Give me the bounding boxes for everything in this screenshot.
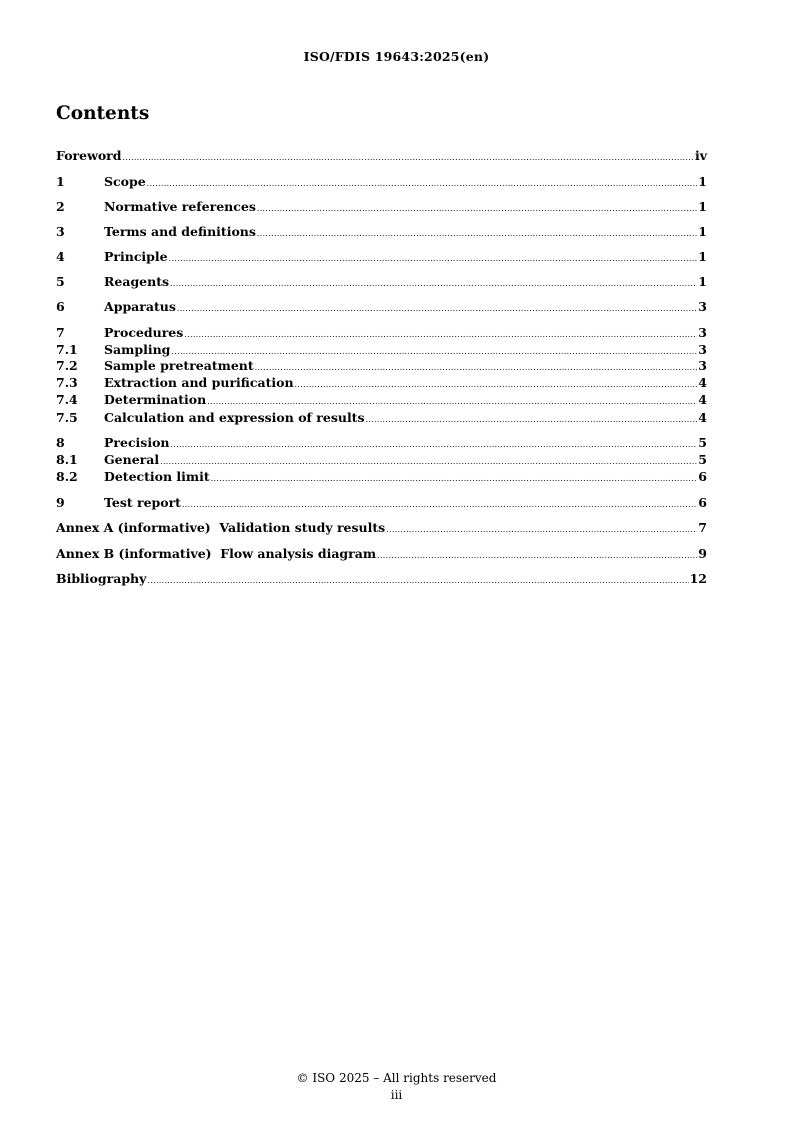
toc-leader-dots xyxy=(182,496,697,514)
toc-leader-dots xyxy=(170,275,697,293)
toc-entry-number: 3 xyxy=(56,224,65,239)
toc-entry-general[interactable] xyxy=(56,451,707,469)
toc-leader-dots xyxy=(147,175,698,193)
toc-entry-precision[interactable] xyxy=(56,434,707,452)
toc-entry-title: Calculation and expression of results xyxy=(104,410,365,425)
toc-entry-title: Procedures xyxy=(104,325,184,340)
toc-entry-page: 1 xyxy=(698,274,707,289)
toc-entry-principle[interactable] xyxy=(56,248,707,266)
toc-entry-number: 7.5 xyxy=(56,410,78,425)
toc-entry-title: Reagents xyxy=(104,274,170,289)
document-header: ISO/FDIS 19643:2025(en) xyxy=(303,49,490,64)
toc-leader-dots xyxy=(386,521,697,539)
toc-entry-title: Principle xyxy=(104,249,168,264)
toc-entry-annex-a[interactable] xyxy=(56,519,707,537)
copyright-notice: © ISO 2025 – All rights reserved xyxy=(296,1071,497,1085)
toc-entry-reagents[interactable] xyxy=(56,273,707,291)
toc-entry-title: Test report xyxy=(104,495,181,510)
toc-leader-dots xyxy=(211,470,698,488)
toc-entry-number: 8.2 xyxy=(56,469,78,484)
toc-entry-normative-references[interactable] xyxy=(56,198,707,216)
toc-entry-page: 6 xyxy=(698,469,707,484)
toc-entry-page: 7 xyxy=(698,520,707,535)
toc-entry-number: 7.4 xyxy=(56,392,78,407)
toc-entry-title: Extraction and purification xyxy=(104,375,294,390)
toc-entry-page: 12 xyxy=(689,571,707,586)
toc-entry-title: Bibliography xyxy=(56,571,147,586)
toc-entry-page: 1 xyxy=(698,199,707,214)
toc-entry-terms-and-definitions[interactable] xyxy=(56,223,707,241)
toc-entry-title: Annex B (informative) Flow analysis diagram xyxy=(56,546,377,561)
toc-entry-page: 3 xyxy=(698,299,707,314)
contents-heading: Contents xyxy=(56,103,150,124)
toc-entry-number: 8 xyxy=(56,435,65,450)
toc-entry-title: Foreword xyxy=(56,148,122,163)
toc-entry-page: iv xyxy=(694,148,707,163)
toc-entry-annex-b[interactable] xyxy=(56,545,707,563)
toc-leader-dots xyxy=(366,411,698,429)
toc-entry-number: 7 xyxy=(56,325,65,340)
toc-leader-dots xyxy=(257,200,697,218)
toc-entry-determination[interactable] xyxy=(56,391,707,409)
toc-entry-number: 6 xyxy=(56,299,65,314)
toc-entry-page: 9 xyxy=(698,546,707,561)
toc-entry-foreword[interactable] xyxy=(56,147,707,165)
toc-leader-dots xyxy=(123,149,694,167)
toc-entry-number: 8.1 xyxy=(56,452,78,467)
toc-entry-title: Detection limit xyxy=(104,469,210,484)
toc-entry-test-report[interactable] xyxy=(56,494,707,512)
toc-entry-extraction-and-purification[interactable] xyxy=(56,374,707,392)
toc-entry-number: 2 xyxy=(56,199,65,214)
toc-entry-number: 5 xyxy=(56,274,65,289)
toc-entry-calculation-and-expression-of-results[interactable] xyxy=(56,409,707,427)
toc-entry-page: 5 xyxy=(698,435,707,450)
toc-entry-page: 1 xyxy=(698,174,707,189)
toc-entry-page: 1 xyxy=(698,224,707,239)
toc-entry-page: 3 xyxy=(698,342,707,357)
page-number: iii xyxy=(390,1088,403,1102)
toc-entry-detection-limit[interactable] xyxy=(56,468,707,486)
toc-entry-page: 4 xyxy=(698,375,707,390)
toc-entry-page: 5 xyxy=(698,452,707,467)
toc-entry-title: General xyxy=(104,452,160,467)
toc-entry-page: 3 xyxy=(698,358,707,373)
toc-entry-page: 4 xyxy=(698,410,707,425)
toc-entry-title: Sample pretreatment xyxy=(104,358,254,373)
toc-leader-dots xyxy=(177,300,697,318)
toc-entry-title: Normative references xyxy=(104,199,256,214)
toc-entry-sample-pretreatment[interactable] xyxy=(56,357,707,375)
toc-entry-number: 7.3 xyxy=(56,375,78,390)
toc-entry-page: 6 xyxy=(698,495,707,510)
toc-entry-number: 1 xyxy=(56,174,65,189)
toc-entry-number: 9 xyxy=(56,495,65,510)
toc-entry-page: 3 xyxy=(698,325,707,340)
toc-entry-title: Determination xyxy=(104,392,207,407)
toc-leader-dots xyxy=(147,572,688,590)
toc-entry-scope[interactable] xyxy=(56,173,707,191)
toc-entry-number: 7.1 xyxy=(56,342,78,357)
toc-entry-number: 4 xyxy=(56,249,65,264)
toc-entry-title: Scope xyxy=(104,174,146,189)
toc-entry-title: Terms and definitions xyxy=(104,224,256,239)
toc-entry-title: Annex A (informative) Validation study results xyxy=(56,520,386,535)
toc-entry-title: Apparatus xyxy=(104,299,176,314)
toc-entry-number: 7.2 xyxy=(56,358,78,373)
toc-entry-apparatus[interactable] xyxy=(56,298,707,316)
toc-entry-page: 1 xyxy=(698,249,707,264)
toc-entry-title: Precision xyxy=(104,435,170,450)
toc-leader-dots xyxy=(377,547,697,565)
toc-entry-title: Sampling xyxy=(104,342,171,357)
toc-entry-page: 4 xyxy=(698,392,707,407)
toc-leader-dots xyxy=(257,225,697,243)
toc-entry-bibliography[interactable] xyxy=(56,570,707,588)
toc-entry-procedures[interactable] xyxy=(56,324,707,342)
toc-leader-dots xyxy=(169,250,698,268)
